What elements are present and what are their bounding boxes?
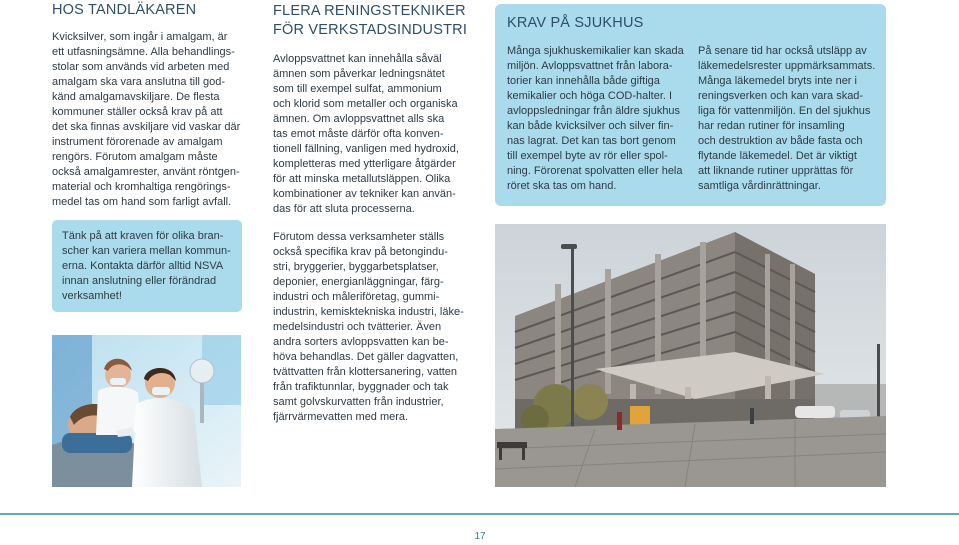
dentist-heading: HOS TANDLÄKAREN bbox=[52, 2, 197, 18]
hospital-photo bbox=[495, 224, 886, 487]
industry-body-1: Avloppsvattnet kan innehålla såväl ämnen som påverkar ledningsnätet som till exempel sulfat, ammonium och klorid som metaller och organiska ämnen. Om avloppsvattnet alls ska tas emot måste därför ofta konven- tionell fällning, vanligen med hydroxid, kompletteras med ytterligare åtgärder för att minska metallutsläppen. Olika kombinationer av tekniker kan använ- das för att sluta processerna. bbox=[273, 53, 459, 215]
industry-heading-line2: FÖR VERKSTADSINDUSTRI bbox=[273, 22, 468, 38]
dentist-photo bbox=[52, 335, 241, 487]
hospital-text-left-column bbox=[507, 44, 685, 194]
hospital-heading: KRAV PÅ SJUKHUS bbox=[507, 15, 644, 31]
industry-body-2: Förutom dessa verksamheter ställs också specifika krav på betongindu- stri, bryggerier, byggarbetsplatser, deponier, energianläggningar, färg- industri och måleriföretag, gummi- industrin, kemisktekniska industri, läke- medelsindustri och tvätterier. Även andra sorters avloppsvatten kan be- höva behandlas. Det gäller dagvatten, tvättvatten från klottersanering, vatten från trafiktunnlar, byggnader och tak samt golvskurvatten från industrier, fjärrvärmevatten med mera. bbox=[273, 231, 464, 423]
hospital-text-left: Många sjukhuskemikalier kan skada miljön. Avloppsvattnet från labora- torier kan innehålla både giftiga kemikalier och höga COD-halter. I avloppsledningar från äldre sjukhus kan både kvicksilver och silver fin- nas lagrat. Det kan tas bort genom till exempel byte av rör eller spol- ning. Förorenat spolvatten eller hela röret ska tas om hand. bbox=[507, 45, 684, 192]
page-number: 17 bbox=[474, 531, 486, 542]
industry-heading-line1: FLERA RENINGSTEKNIKER bbox=[273, 3, 466, 19]
hospital-text-right: På senare tid har också utsläpp av läkemedelsrester uppmärksammats. Många läkemedel bryts inte ner i reningsverken och kan vara skad- liga för vattenmiljön. En del sjukhus har redan rutiner för insamling och destruktion av både fasta och flytande läkemedel. Det är viktigt att liknande rutiner upprättas för samtliga vårdinrättningar. bbox=[698, 45, 876, 192]
footer-rule bbox=[0, 513, 959, 515]
dentist-body: Kvicksilver, som ingår i amalgam, är ett utfasningsämne. Alla behandlings- stolar som används vid arbeten med amalgam ska vara anslutna till god- känd amalgamavskiljare. De flesta kommuner ställer också krav på att det ska finnas avskiljare vid vaskar där instrument förorenade av amalgam rengörs. Förutom amalgam måste också amalgamrester, använt röntgen- material och kromhaltiga rengörings- medel tas om hand som farligt avfall. bbox=[52, 31, 241, 208]
dentist-illustration bbox=[52, 335, 241, 487]
hospital-text-right-column bbox=[698, 44, 876, 194]
info-box bbox=[52, 220, 242, 312]
hospital-requirements-box bbox=[495, 4, 886, 206]
info-box-text: Tänk på att kraven för olika bran- scher kan variera mellan kommun- erna. Kontakta därför alltid NSVA innan anslutning eller förändrad verksamhet! bbox=[62, 230, 231, 302]
hospital-illustration bbox=[495, 224, 886, 487]
